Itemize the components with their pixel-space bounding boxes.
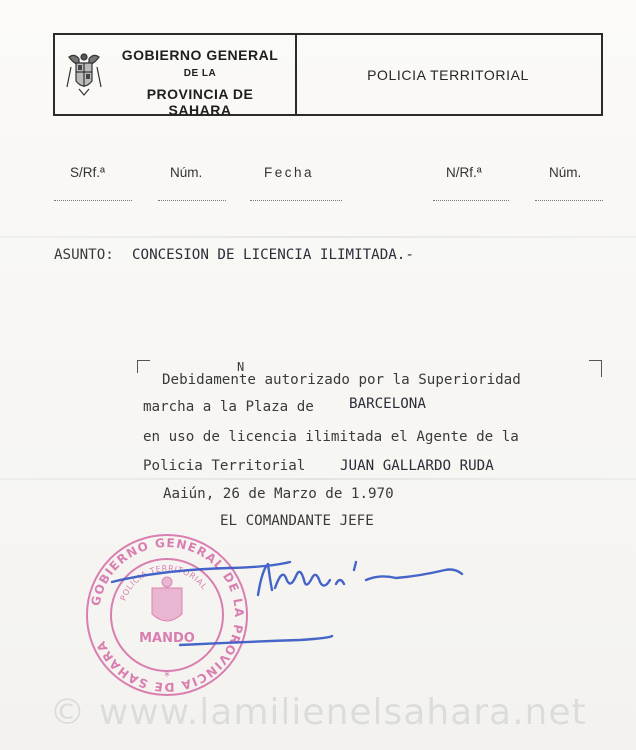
government-name-line1: GOBIERNO GENERAL <box>121 47 279 63</box>
body-line-4-prefix: Policia Territorial <box>143 458 306 474</box>
corner-mark <box>137 360 150 373</box>
typed-correction: N <box>237 360 245 374</box>
website-watermark: © www.lamilienelsahara.net <box>49 692 587 733</box>
stamp-inner-text: POLICIA TERRITORIAL <box>118 563 209 603</box>
subject-text: CONCESION DE LICENCIA ILIMITADA.- <box>132 247 414 263</box>
agent-name: JUAN GALLARDO RUDA <box>340 458 494 474</box>
ref-dotted-line <box>158 200 226 201</box>
handwritten-signature <box>100 540 480 670</box>
government-name-line2: DE LA <box>183 68 217 79</box>
ref-dotted-line <box>54 200 132 201</box>
signatory-title: EL COMANDANTE JEFE <box>220 513 374 529</box>
letterhead-box <box>53 33 603 116</box>
stamp-mando-text: MANDO <box>139 631 195 646</box>
ref-dotted-line <box>535 200 603 201</box>
stamp-star: * <box>164 669 170 683</box>
date-line: Aaiún, 26 de Marzo de 1.970 <box>163 486 394 502</box>
ref-num-label: Núm. <box>170 165 203 180</box>
ref-s-rf-label: S/Rf.ª <box>70 165 106 180</box>
destination-place: BARCELONA <box>349 396 426 412</box>
government-name-line3: PROVINCIA DE SAHARA <box>146 86 254 118</box>
corner-mark <box>589 360 602 377</box>
paper-fold <box>0 236 636 238</box>
paper-fold <box>0 478 636 480</box>
department-title: POLICIA TERRITORIAL <box>367 66 529 83</box>
letterhead-government <box>55 35 297 118</box>
subject-label: ASUNTO: <box>54 247 114 263</box>
body-line-1: Debidamente autorizado por la Superioridad <box>162 372 521 388</box>
ref-num2-label: Núm. <box>549 165 582 180</box>
ref-dotted-line <box>433 200 509 201</box>
coat-of-arms-icon <box>65 51 103 97</box>
body-line-3: en uso de licencia ilimitada el Agente de la <box>143 429 519 445</box>
stamp-ring-text: GOBIERNO GENERAL DE LA PROVINCIA DE SAHARA <box>88 535 247 695</box>
ref-fecha-label: Fecha <box>264 165 315 180</box>
body-line-2-prefix: marcha a la Plaza de <box>143 399 314 415</box>
ref-n-rf-label: N/Rf.ª <box>446 165 482 180</box>
ref-dotted-line <box>250 200 342 201</box>
